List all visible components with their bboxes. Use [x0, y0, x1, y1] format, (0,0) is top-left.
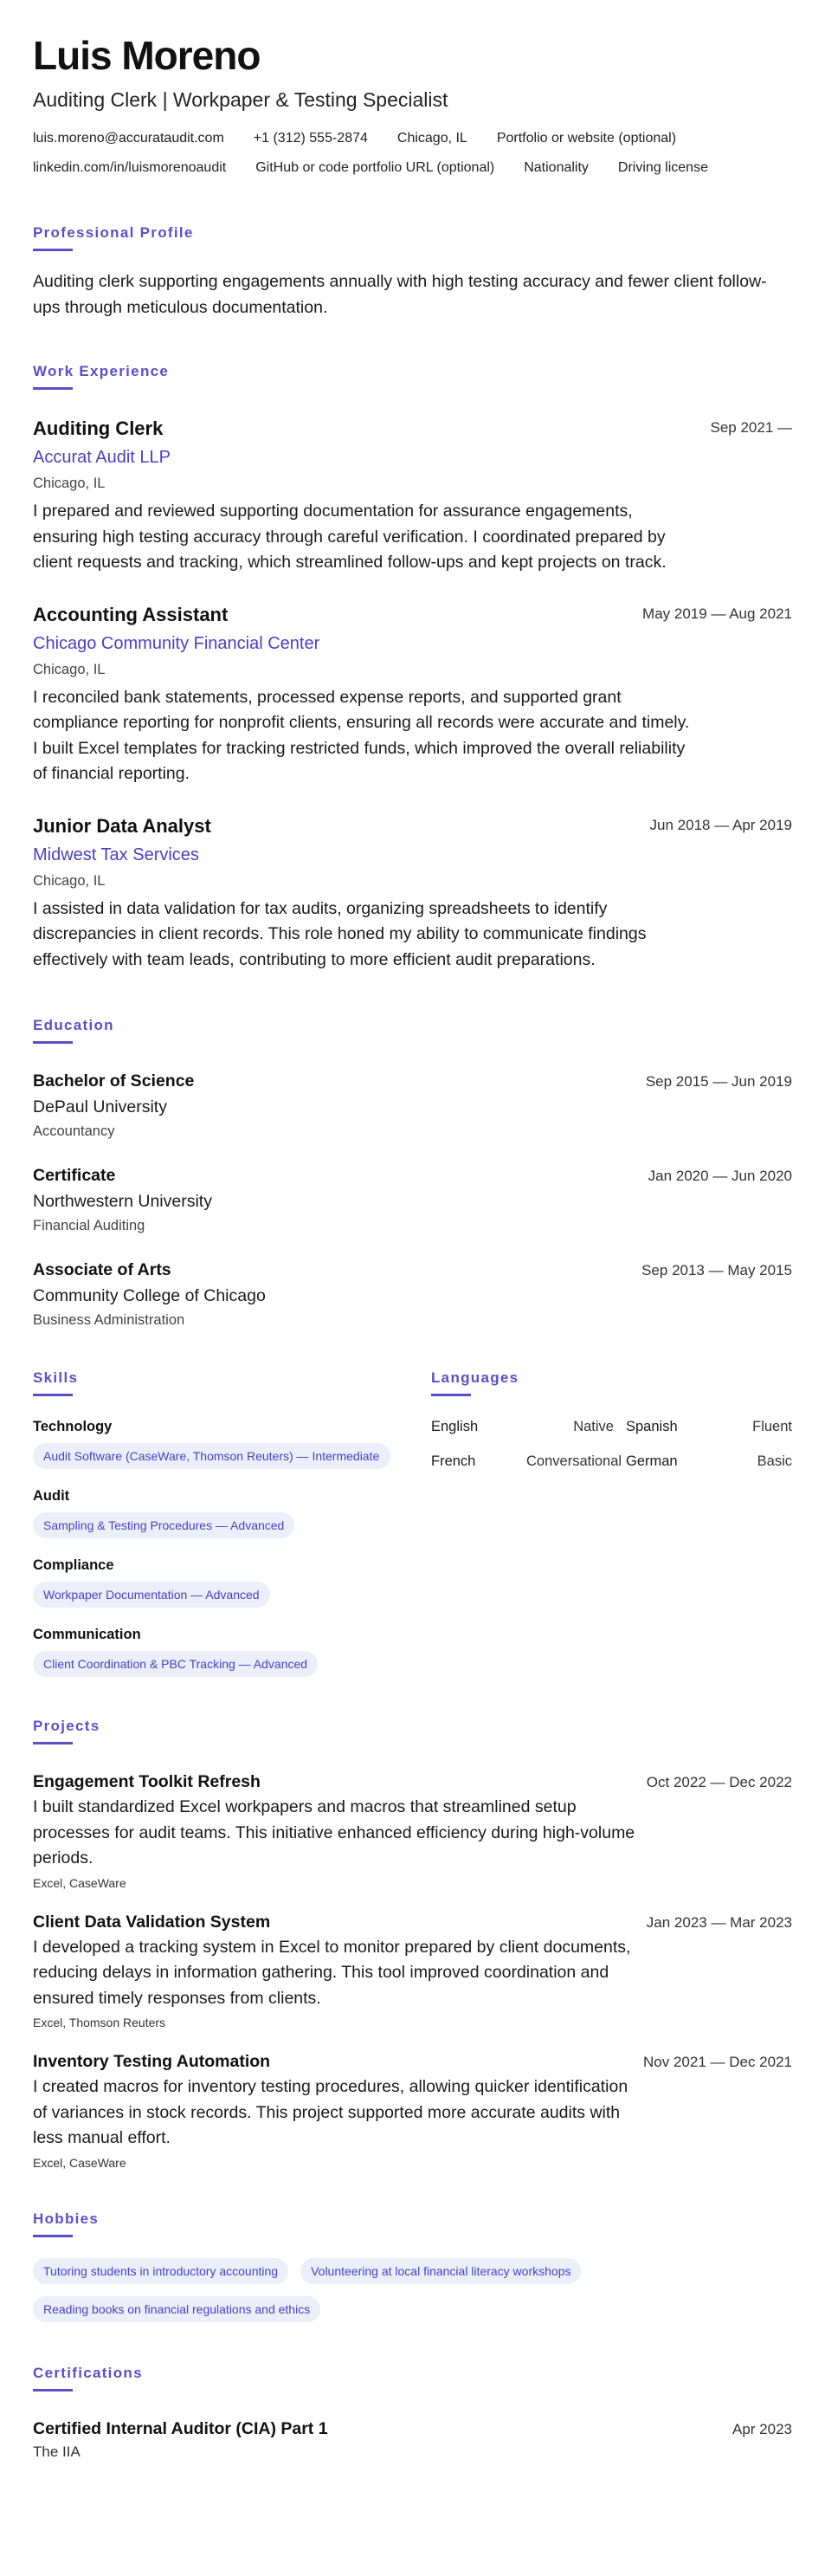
skills-section — [33, 1369, 431, 1677]
section-title: Certifications — [33, 2364, 143, 2381]
section-title: Skills — [33, 1369, 79, 1386]
hobby-tag: Tutoring students in introductory accounting — [33, 2258, 288, 2284]
section-divider — [33, 1742, 73, 1744]
field-of-study: Accountancy — [33, 1123, 115, 1139]
certification-entry — [33, 2417, 792, 2463]
entry-date: Jan 2023 — Mar 2023 — [646, 1913, 792, 1931]
section-divider — [33, 2235, 73, 2237]
school: DePaul University — [33, 1097, 167, 1116]
degree: Certificate — [33, 1166, 116, 1185]
language-level: Basic — [757, 1453, 792, 1469]
entry-date: Jun 2018 — Apr 2019 — [649, 816, 792, 833]
entry-date: Oct 2022 — Dec 2022 — [646, 1774, 792, 1790]
skill-category: Technology — [33, 1419, 113, 1434]
contact-nationality: Nationality — [524, 160, 589, 175]
languages-grid — [431, 1417, 792, 1471]
degree: Associate of Arts — [33, 1260, 171, 1279]
projects-section — [33, 1717, 792, 2171]
certifications-section — [33, 2364, 792, 2463]
language-name: English — [431, 1419, 479, 1434]
contact-github[interactable]: GitHub or code portfolio URL (optional) — [255, 160, 495, 175]
project-description: I developed a tracking system in Excel to monitor prepared by client documents, reducing delays in information gathering. This tool improved coordination and ensured timely responses from clients. — [33, 1937, 631, 2008]
section-title: Languages — [431, 1369, 519, 1386]
skill-tag: Client Coordination & PBC Tracking — Advanced — [33, 1651, 318, 1677]
job-location: Chicago, IL — [33, 661, 106, 677]
certification-name: Certified Internal Auditor (CIA) Part 1 — [33, 2418, 328, 2438]
contact-phone[interactable]: +1 (312) 555-2874 — [253, 131, 368, 146]
skill-group — [33, 1486, 431, 1538]
company-name: Accurat Audit LLP — [33, 448, 171, 467]
skill-group — [33, 1417, 431, 1469]
school: Community College of Chicago — [33, 1286, 266, 1305]
skill-tag: Sampling & Testing Procedures — Advanced — [33, 1512, 294, 1538]
section-title: Projects — [33, 1718, 100, 1734]
project-tech: Excel, CaseWare — [33, 2155, 126, 2170]
job-title: Auditing Clerk — [33, 417, 164, 439]
profile-text: Auditing clerk supporting engagements annually with high testing accuracy and fewer client follow-ups through meticulous documentation. — [33, 272, 767, 317]
candidate-name: Luis Moreno — [33, 33, 261, 78]
contact-list — [33, 128, 792, 178]
project-entry — [33, 1770, 792, 1892]
experience-entry — [33, 416, 792, 576]
school: Northwestern University — [33, 1192, 212, 1211]
language-name: Spanish — [626, 1419, 678, 1434]
language-level: Fluent — [752, 1419, 792, 1434]
language-level: Native — [573, 1419, 614, 1434]
job-description: I reconciled bank statements, processed expense reports, and supported grant compliance reporting for nonprofit clients, ensuring all records were accurate and timely. I built Excel templates for tracking restricted funds, which improved the overall reliability of financial reporting. — [33, 687, 690, 783]
skill-category: Audit — [33, 1488, 70, 1504]
skill-group — [33, 1625, 431, 1677]
education-entry — [33, 1164, 792, 1236]
section-divider — [33, 387, 73, 390]
certification-issuer: The IIA — [33, 2443, 81, 2460]
candidate-subtitle: Auditing Clerk | Workpaper & Testing Specialist — [33, 88, 448, 111]
section-title: Professional Profile — [33, 224, 194, 241]
hobby-tag: Volunteering at local financial literacy workshops — [300, 2258, 581, 2284]
skill-group — [33, 1556, 431, 1608]
field-of-study: Financial Auditing — [33, 1218, 145, 1233]
education-section — [33, 1016, 792, 1330]
skills-languages-row — [33, 1369, 792, 1677]
project-tech: Excel, Thomson Reuters — [33, 2016, 166, 2029]
languages-section — [431, 1369, 792, 1677]
language-name: French — [431, 1453, 476, 1469]
project-tech: Excel, CaseWare — [33, 1875, 126, 1890]
contact-email[interactable]: luis.moreno@accurataudit.com — [33, 131, 224, 146]
entry-date: Sep 2015 — Jun 2019 — [645, 1073, 792, 1090]
skill-tag: Workpaper Documentation — Advanced — [33, 1582, 270, 1608]
experience-entry — [33, 813, 792, 974]
job-location: Chicago, IL — [33, 476, 106, 491]
profile-section — [33, 223, 792, 320]
hobbies-list — [33, 2258, 691, 2322]
contact-driving-license: Driving license — [617, 160, 708, 175]
field-of-study: Business Administration — [33, 1312, 185, 1328]
section-divider — [431, 1394, 471, 1396]
section-title: Work Experience — [33, 363, 170, 379]
project-entry — [33, 2050, 792, 2171]
skill-category: Communication — [33, 1627, 141, 1642]
job-title: Junior Data Analyst — [33, 814, 211, 837]
project-name: Engagement Toolkit Refresh — [33, 1772, 261, 1791]
skill-tag: Audit Software (CaseWare, Thomson Reuters) — Intermediate — [33, 1443, 390, 1469]
section-title: Education — [33, 1017, 114, 1033]
job-location: Chicago, IL — [33, 872, 106, 889]
company-name: Chicago Community Financial Center — [33, 633, 320, 653]
degree: Bachelor of Science — [33, 1071, 195, 1091]
section-title: Hobbies — [33, 2210, 100, 2227]
project-name: Inventory Testing Automation — [33, 2052, 271, 2071]
education-entry — [33, 1070, 792, 1142]
section-divider — [33, 1041, 73, 1044]
contact-location: Chicago, IL — [396, 131, 467, 146]
entry-date: Nov 2021 — Dec 2021 — [643, 2054, 792, 2070]
company-name: Midwest Tax Services — [33, 845, 199, 864]
contact-portfolio[interactable]: Portfolio or website (optional) — [496, 131, 677, 146]
skill-category: Compliance — [33, 1557, 114, 1573]
section-divider — [33, 1394, 73, 1396]
project-entry — [33, 1911, 792, 2032]
job-title: Accounting Assistant — [33, 603, 229, 625]
hobby-tag: Reading books on financial regulations and ethics — [33, 2296, 320, 2322]
entry-date: Apr 2023 — [732, 2420, 792, 2437]
project-description: I built standardized Excel workpapers and macros that streamlined setup processes for audit teams. This initiative enhanced efficiency during high-volume periods. — [33, 1797, 635, 1867]
section-divider — [33, 249, 73, 251]
entry-date: Sep 2013 — May 2015 — [641, 1262, 792, 1278]
language-level: Conversational — [526, 1453, 622, 1469]
job-description: I prepared and reviewed supporting documentation for assurance engagements, ensuring high testing accuracy through careful verification. I coordinated prepared by client requests and tracking, which streamlined follow-ups and kept projects on track. — [33, 502, 667, 572]
project-name: Client Data Validation System — [33, 1912, 271, 1932]
experience-entry — [33, 602, 792, 787]
section-divider — [33, 2389, 73, 2392]
entry-date: Sep 2021 — — [710, 419, 792, 436]
contact-linkedin[interactable]: linkedin.com/in/luismorenoaudit — [33, 160, 227, 175]
project-description: I created macros for inventory testing procedures, allowing quicker identification of variances in stock records. This project supported more accurate audits with less manual effort. — [33, 2077, 628, 2147]
education-entry — [33, 1259, 792, 1330]
job-description: I assisted in data validation for tax audits, organizing spreadsheets to identify discrepancies in client records. This role honed my ability to communicate findings effectively with team leads, contributing to more efficient audit preparations. — [33, 898, 647, 969]
language-name: German — [626, 1453, 678, 1469]
hobbies-section — [33, 2210, 792, 2322]
entry-date: May 2019 — Aug 2021 — [642, 605, 792, 622]
experience-section — [33, 362, 792, 973]
entry-date: Jan 2020 — Jun 2020 — [648, 1168, 792, 1184]
